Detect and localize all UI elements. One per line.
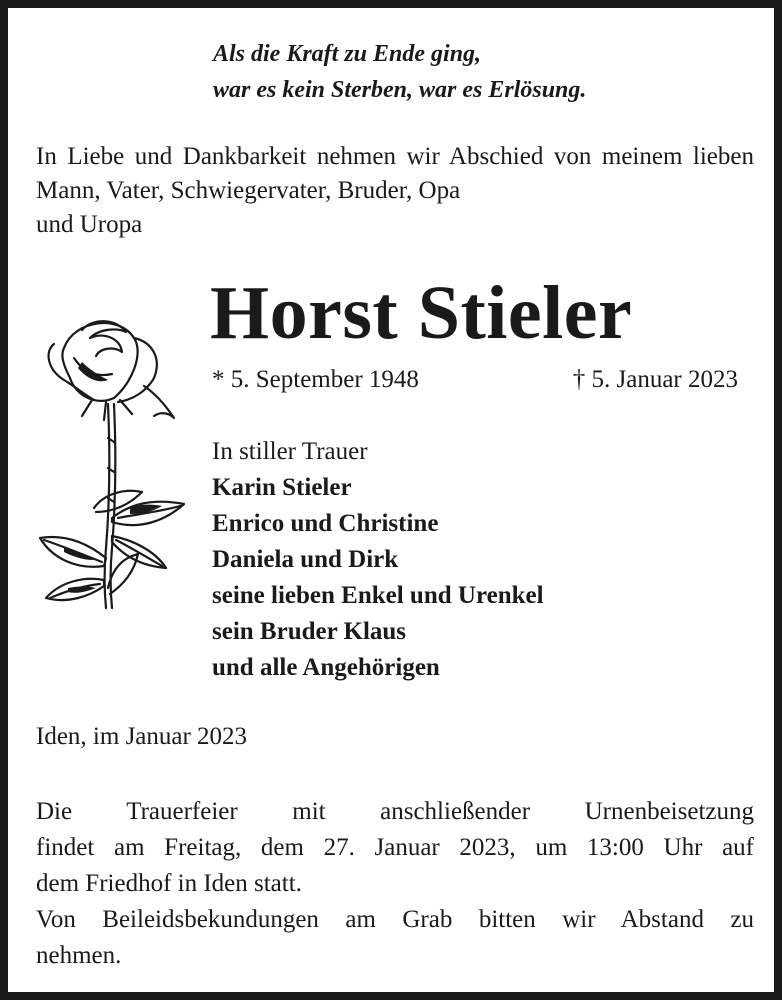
mourner-name: Enrico und Christine (212, 510, 439, 537)
intro-last: und Uropa (36, 211, 143, 238)
mourner-name: und alle Angehörigen (212, 654, 440, 681)
mourner-name: seine lieben Enkel und Urenkel (212, 582, 544, 609)
mourner-name: sein Bruder Klaus (212, 618, 407, 645)
service-line-4: Von Beileidsbekundungen am Grab bitten wir Abstand zu (36, 906, 754, 933)
service-info (36, 794, 754, 974)
birth-date: * 5. September 1948 (212, 366, 419, 393)
intro-text (36, 140, 754, 242)
motto-line-1: Als die Kraft zu Ende ging, (213, 41, 482, 67)
service-line-2: findet am Freitag, dem 27. Januar 2023, um 13:00 Uhr auf (36, 834, 754, 861)
service-line-1: Die Trauerfeier mit anschließender Urnenbeisetzung (36, 798, 754, 825)
intro-main: In Liebe und Dankbarkeit nehmen wir Abschied von meinem lieben Mann, Vater, Schwiegervater, Bruder, Opa (36, 143, 754, 204)
service-line-5: nehmen. (36, 942, 122, 969)
motto (213, 36, 586, 108)
place-date: Iden, im Januar 2023 (36, 723, 248, 750)
rose-icon (34, 308, 199, 618)
service-line-3: dem Friedhof in Iden statt. (36, 870, 302, 897)
deceased-name: Horst Stieler (210, 271, 633, 355)
mourners-block (212, 434, 544, 686)
mourner-name: Karin Stieler (212, 474, 352, 501)
death-date: † 5. Januar 2023 (572, 366, 738, 393)
motto-line-2: war es kein Sterben, war es Erlösung. (213, 77, 587, 103)
mourning-lead: In stiller Trauer (212, 438, 368, 465)
mourner-name: Daniela und Dirk (212, 546, 399, 573)
